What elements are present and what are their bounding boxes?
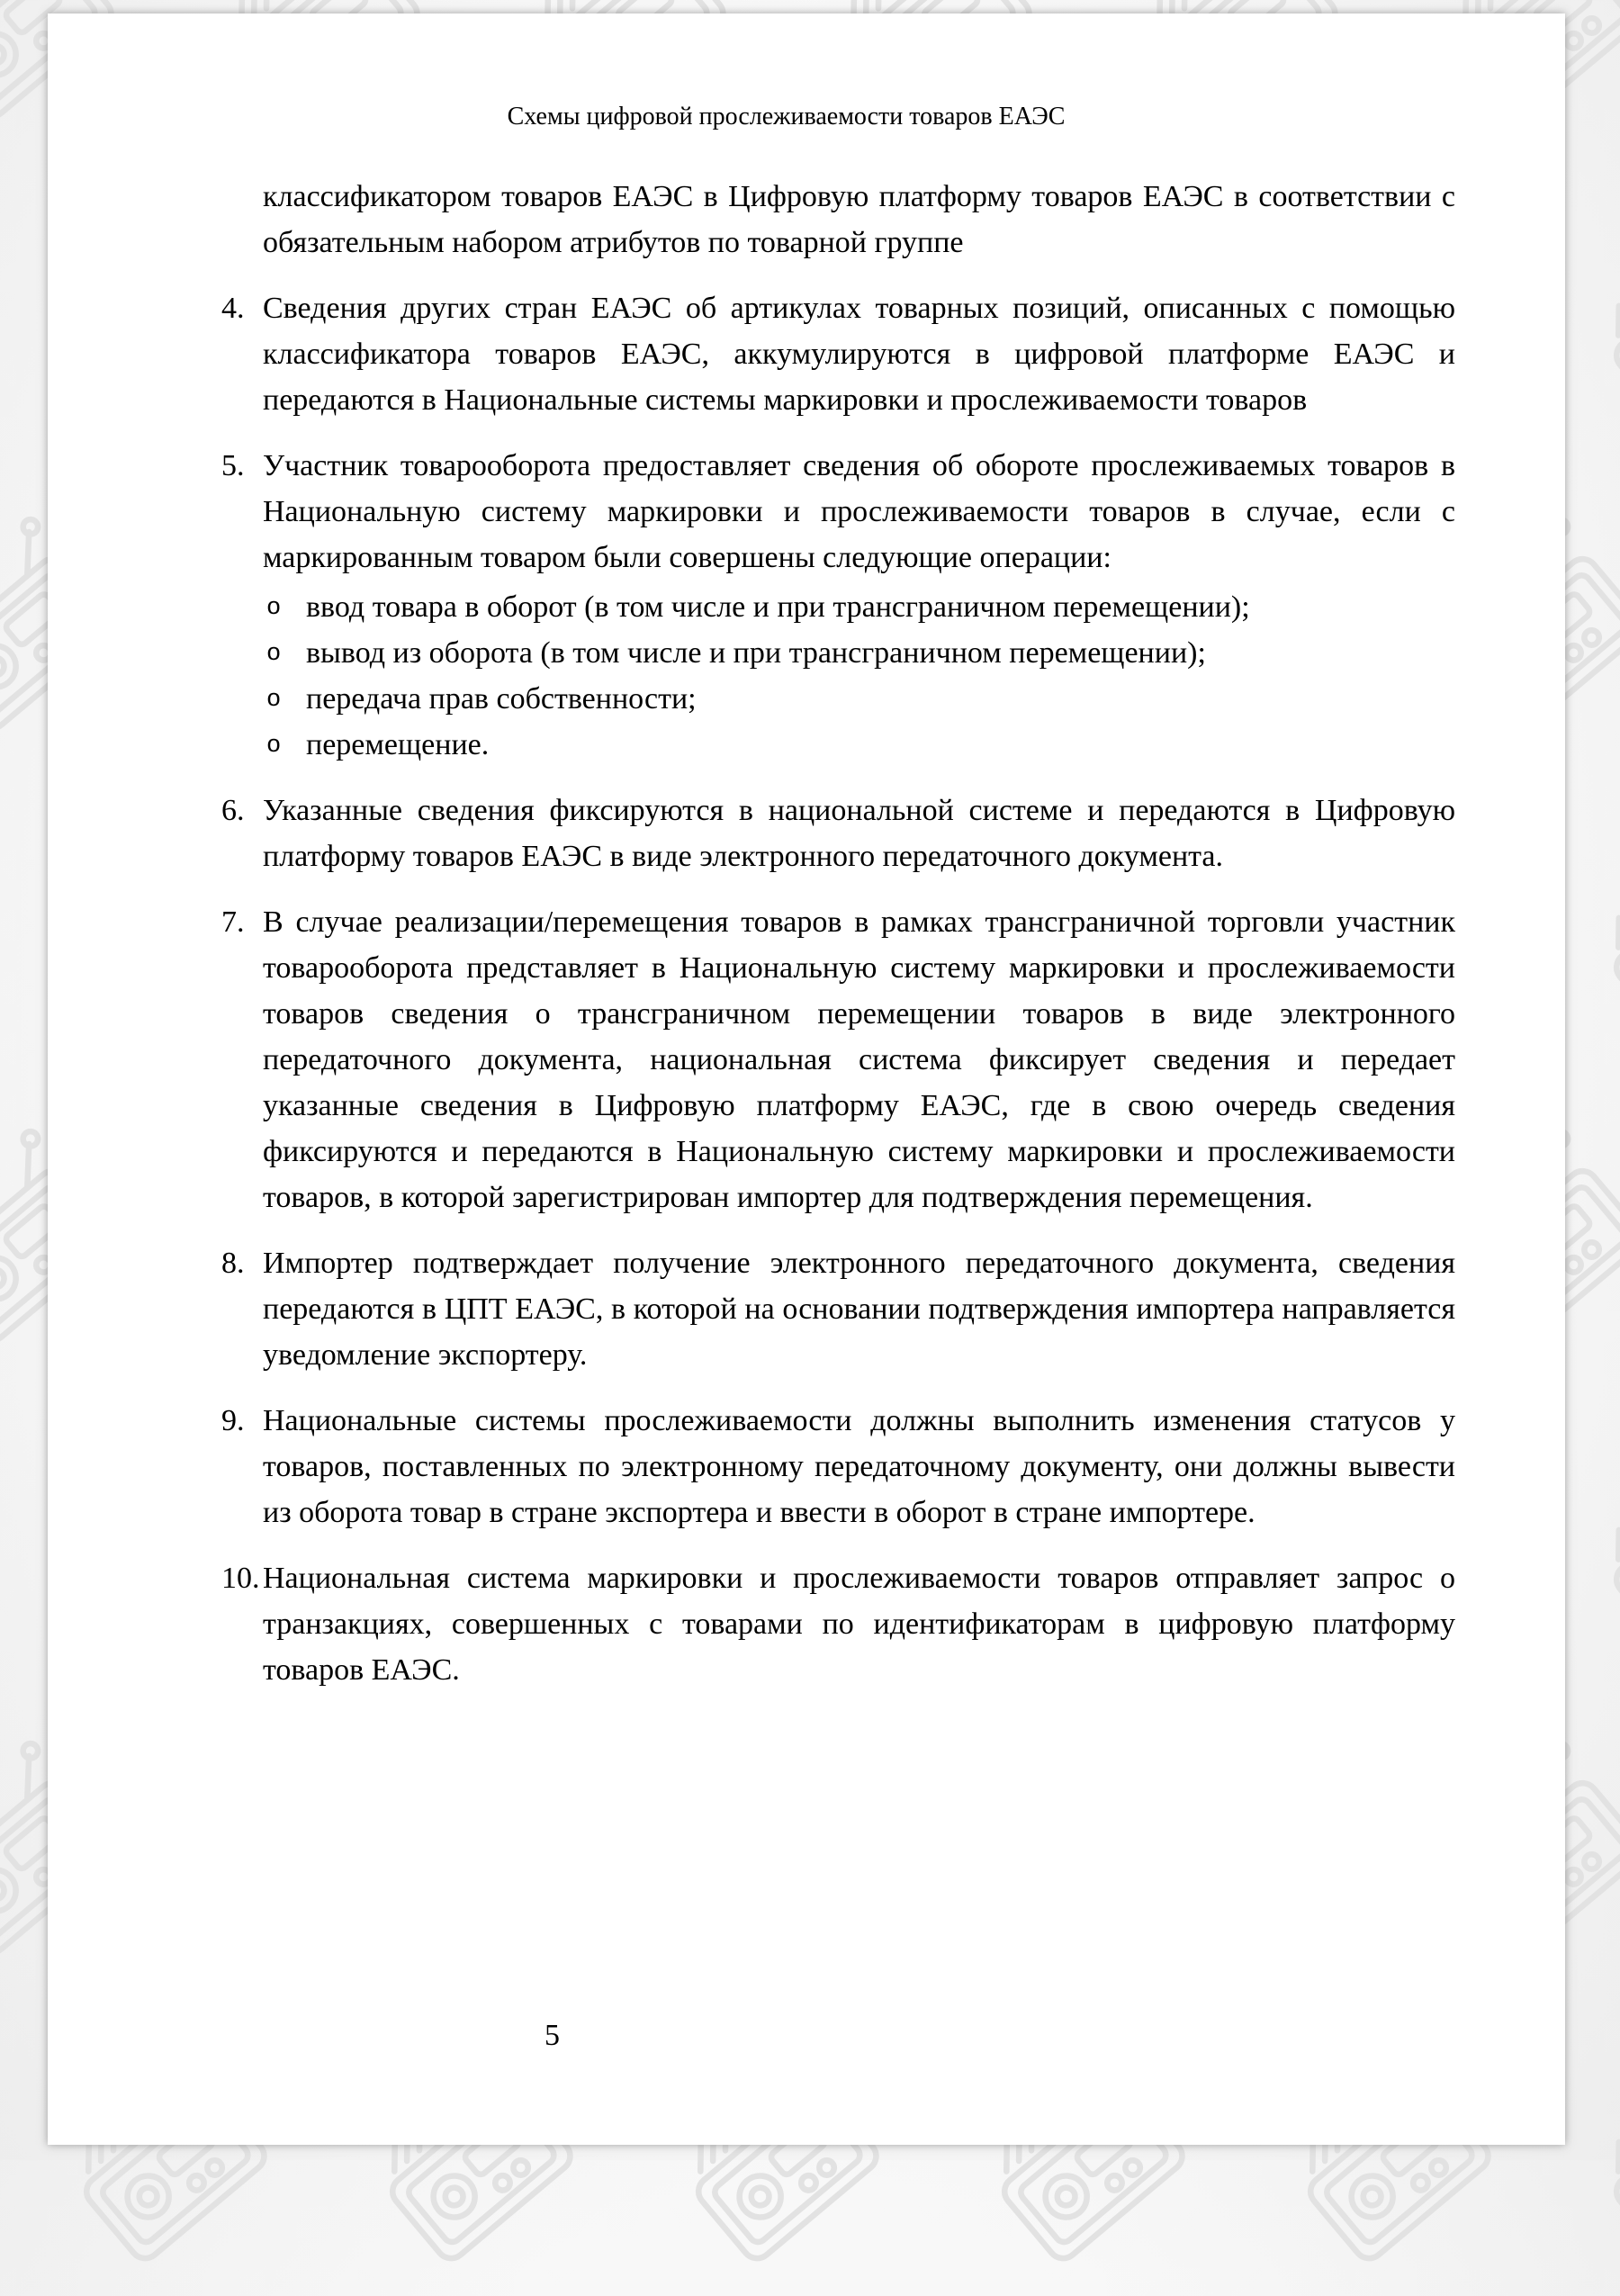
item-text: Импортер подтверждает получение электронного передаточного документа, сведения передаются в ЦПТ ЕАЭС, в которой на основании подтверждения импортера направляется уведомление экспортеру. — [263, 1247, 1455, 1372]
bullet-text: передача прав собственности; — [306, 682, 697, 716]
list-item-9 — [221, 1398, 1455, 1535]
item-text: Национальные системы прослеживаемости должны выполнить изменения статусов у товаров, поставленных по электронному передаточному документу, они должны вывести из оборота товар в стране экспортера и ввести в оборот в стране импортере. — [263, 1404, 1455, 1529]
bullet-marker: o — [266, 641, 282, 668]
page-content — [221, 14, 1455, 1693]
bullet-marker: o — [266, 687, 282, 714]
bullet-marker: o — [266, 733, 282, 760]
device-watermark-icon — [1569, 800, 1620, 1071]
item-text: В случае реализации/перемещения товаров в рамках трансграничной торговли участник товарооборота представляет в Национальную систему маркировки и прослеживаемости товаров сведения о трансграничном перемещении товаров в виде электронного передаточного документа, национальная система фиксирует сведения и передает указанные сведения в Цифровую платформу ЕАЭС, где в свою очередь сведения фиксируются и передаются в Национальную систему маркировки и прослеживаемости товаров, в которой зарегистрирован импортер для подтверждения перемещения. — [263, 905, 1455, 1214]
bullet-list — [263, 584, 1455, 768]
list-item-6 — [221, 788, 1455, 879]
bullet-item — [263, 676, 1455, 722]
device-watermark-icon — [1569, 2024, 1620, 2295]
bullet-text: перемещение. — [306, 728, 490, 761]
item-number: 7. — [221, 905, 245, 939]
bullet-text: вывод из оборота (в том числе и при трансграничном перемещении); — [306, 636, 1206, 670]
page-number: 5 — [544, 2019, 560, 2052]
item-number: 9. — [221, 1404, 245, 1437]
device-watermark-icon — [1569, 800, 1620, 1071]
document-page — [48, 14, 1565, 2145]
item-text: Сведения других стран ЕАЭС об артикулах товарных позиций, описанных с помощью классификатора товаров ЕАЭС, аккумулируются в цифровой платформе ЕАЭС и передаются в Национальные системы маркировки и прослеживаемости товаров — [263, 292, 1455, 417]
item-text: Указанные сведения фиксируются в национальной системе и передаются в Цифровую платформу товаров ЕАЭС в виде электронного передаточного документа. — [263, 794, 1455, 873]
device-watermark-icon — [1569, 1412, 1620, 1683]
bullet-item — [263, 722, 1455, 768]
item-number: 6. — [221, 794, 245, 827]
bullet-text: ввод товара в оборот (в том числе и при трансграничном перемещении); — [306, 590, 1250, 624]
page-header-title: Схемы цифровой прослеживаемости товаров ЕАЭС — [507, 103, 1066, 131]
item-text: Участник товарооборота предоставляет сведения об обороте прослеживаемых товаров в Национальную систему маркировки и прослеживаемости товаров в случае, если с маркированным товаром были совершены следующие операции: — [263, 449, 1455, 574]
item-number: 5. — [221, 449, 245, 482]
intro-paragraph: классификатором товаров ЕАЭС в Цифровую платформу товаров ЕАЭС в соответствии с обязательным набором атрибутов по товарной группе — [263, 180, 1455, 259]
bullet-item — [263, 584, 1455, 630]
item-text: Национальная система маркировки и прослеживаемости товаров отправляет запрос о транзакциях, совершенных с товарами по идентификаторам в цифровую платформу товаров ЕАЭС. — [263, 1562, 1455, 1687]
device-watermark-icon — [1569, 1412, 1620, 1683]
device-watermark-icon — [1569, 188, 1620, 459]
list-item-10 — [221, 1555, 1455, 1693]
item-number: 8. — [221, 1247, 245, 1280]
bullet-item — [263, 630, 1455, 676]
list-item-8 — [221, 1240, 1455, 1378]
list-item-4 — [221, 285, 1455, 423]
device-watermark-icon — [1569, 188, 1620, 459]
device-watermark-icon — [1569, 2024, 1620, 2295]
list-item-7 — [221, 899, 1455, 1220]
bullet-marker: o — [266, 595, 282, 622]
item-number: 4. — [221, 292, 245, 325]
item-number: 10. — [221, 1562, 260, 1595]
list-item-5 — [221, 443, 1455, 768]
